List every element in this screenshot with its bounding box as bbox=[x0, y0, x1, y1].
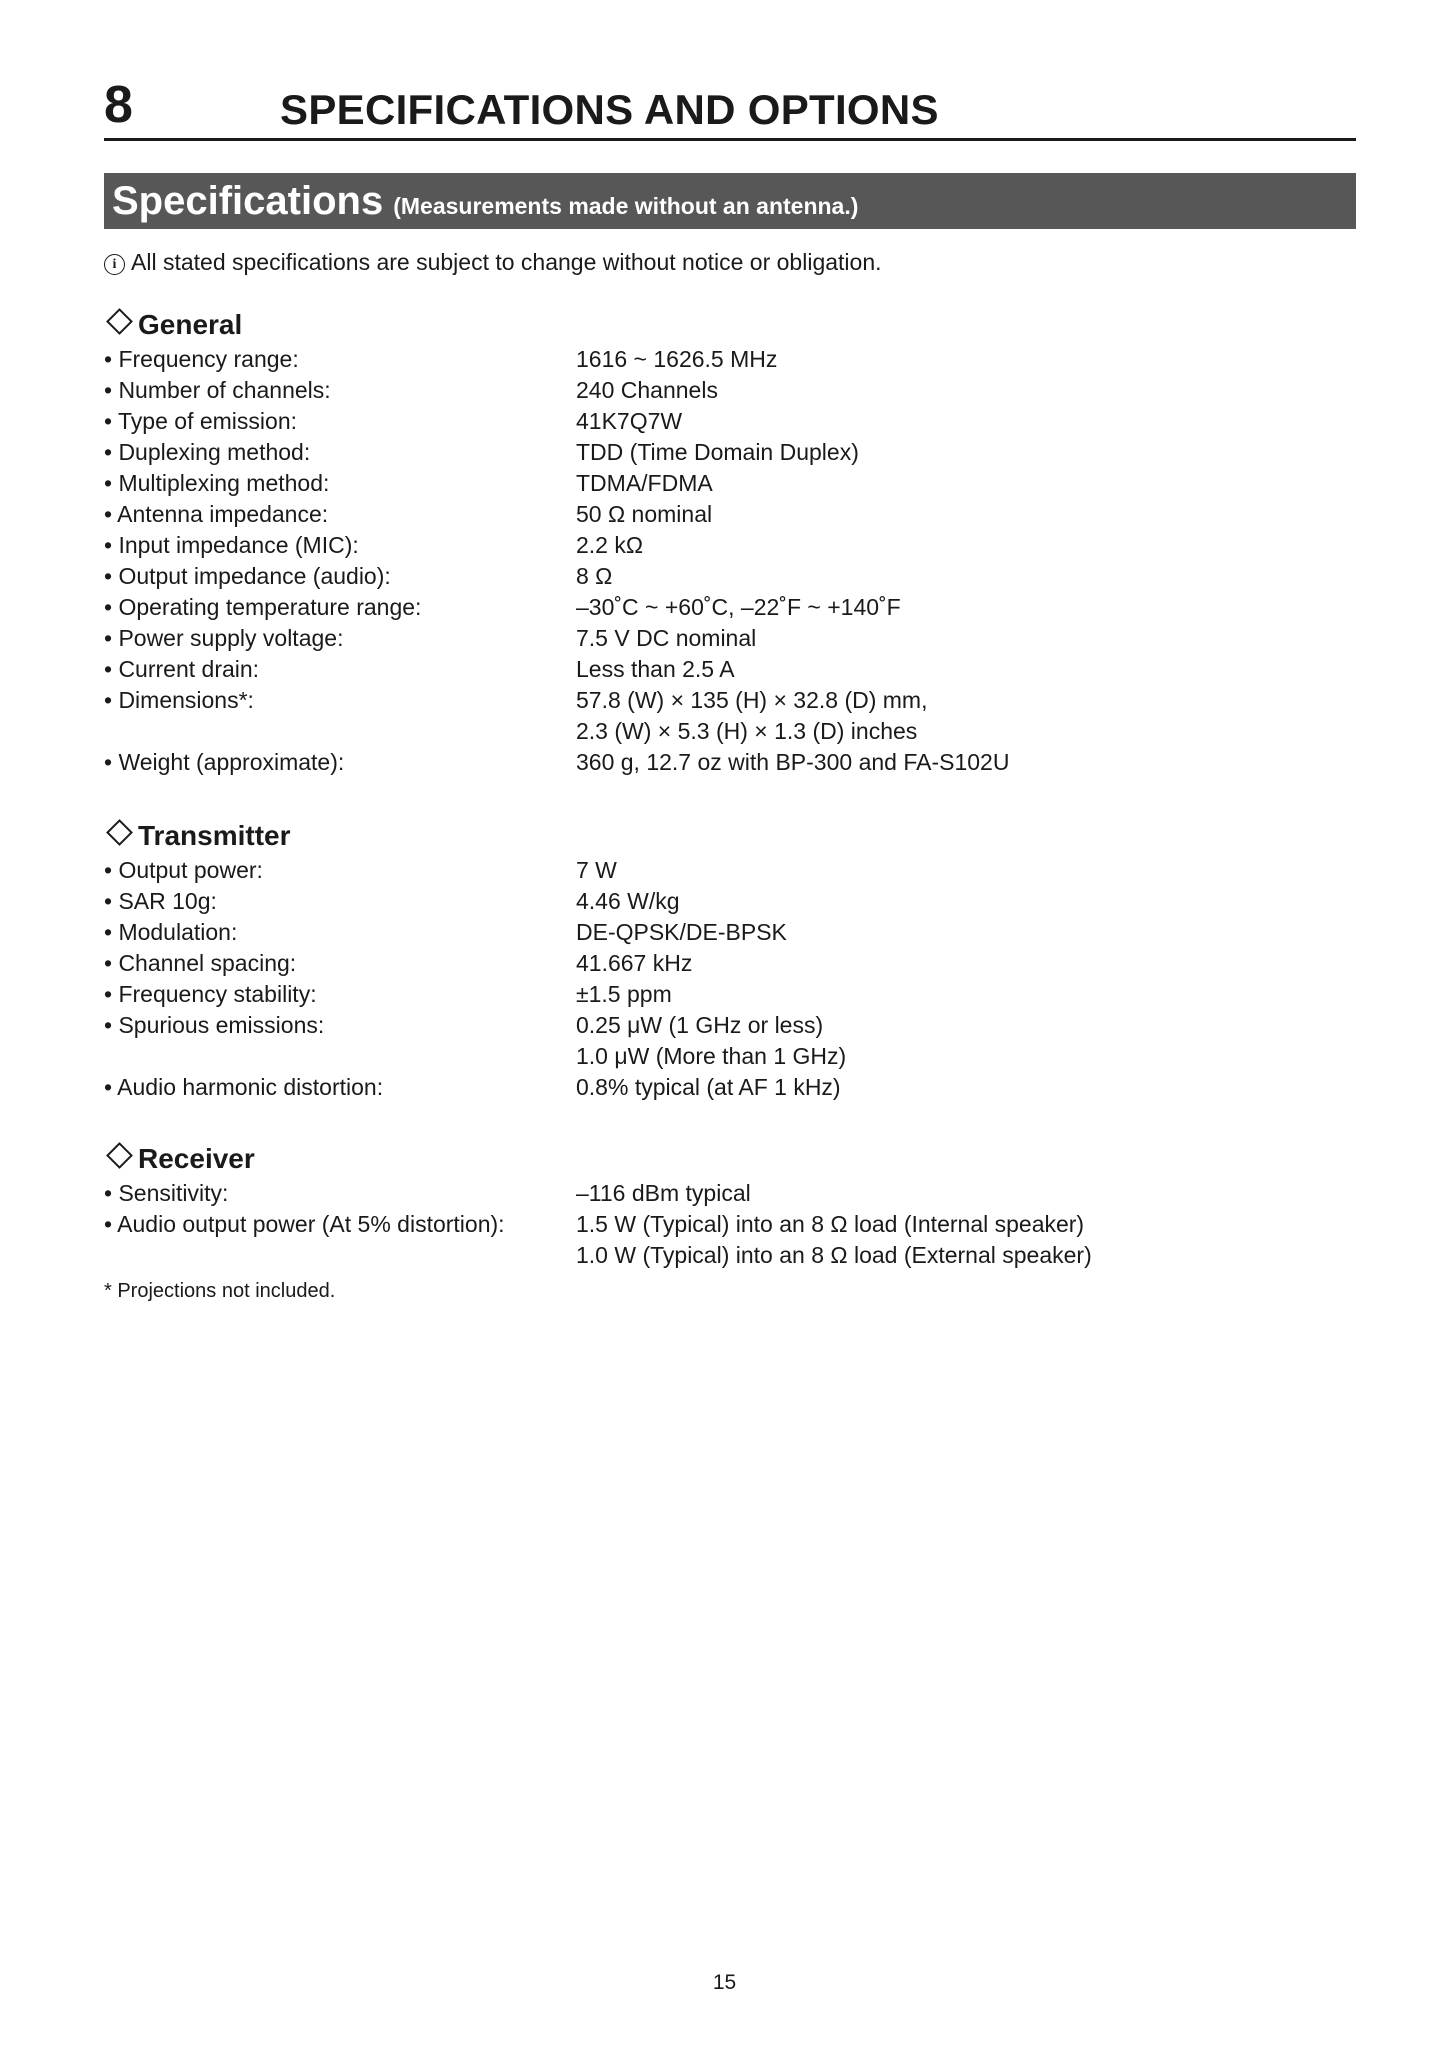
receiver-spec-list bbox=[104, 1178, 1344, 1271]
spec-value-line: TDD (Time Domain Duplex) bbox=[576, 439, 859, 465]
spec-label: • Multiplexing method: bbox=[104, 470, 330, 496]
spec-value-line: 7 W bbox=[576, 857, 617, 883]
spec-value-line: DE-QPSK/DE-BPSK bbox=[576, 919, 787, 945]
spec-label: • Output impedance (audio): bbox=[104, 563, 391, 589]
spec-value-line: 2.3 (W) × 5.3 (H) × 1.3 (D) inches bbox=[576, 718, 918, 744]
transmitter-heading-text: Transmitter bbox=[138, 820, 291, 851]
general-spec-list bbox=[104, 344, 1344, 778]
spec-value-line: ±1.5 ppm bbox=[576, 981, 672, 1007]
spec-value-line: Less than 2.5 A bbox=[576, 656, 735, 682]
spec-row bbox=[104, 979, 1344, 1010]
spec-row bbox=[104, 499, 1344, 530]
spec-row bbox=[104, 561, 1344, 592]
spec-row bbox=[104, 1072, 1344, 1103]
section-bar bbox=[104, 173, 1356, 229]
spec-value bbox=[576, 375, 1344, 406]
spec-label: • Number of channels: bbox=[104, 377, 331, 403]
spec-value bbox=[576, 530, 1344, 561]
spec-row bbox=[104, 747, 1344, 778]
spec-row bbox=[104, 437, 1344, 468]
spec-row bbox=[104, 1178, 1344, 1209]
spec-label: • SAR 10g: bbox=[104, 888, 217, 914]
spec-label: • Frequency stability: bbox=[104, 981, 317, 1007]
spec-row bbox=[104, 468, 1344, 499]
spec-row bbox=[104, 406, 1344, 437]
spec-label: • Power supply voltage: bbox=[104, 625, 344, 651]
spec-value-line: 50 Ω nominal bbox=[576, 501, 713, 527]
spec-row bbox=[104, 623, 1344, 654]
spec-value-line: 240 Channels bbox=[576, 377, 718, 403]
spec-value bbox=[576, 886, 1344, 917]
diamond-icon bbox=[106, 1142, 133, 1169]
spec-row bbox=[104, 855, 1344, 886]
spec-label: • Channel spacing: bbox=[104, 950, 297, 976]
spec-value bbox=[576, 917, 1344, 948]
spec-value bbox=[576, 948, 1344, 979]
spec-row bbox=[104, 1010, 1344, 1072]
footnote: * Projections not included. bbox=[104, 1280, 336, 1302]
spec-value-line: 1.0 W (Typical) into an 8 Ω load (External speaker) bbox=[576, 1242, 1092, 1268]
spec-value bbox=[576, 592, 1344, 623]
spec-value bbox=[576, 1010, 1344, 1072]
spec-row bbox=[104, 654, 1344, 685]
receiver-heading-text: Receiver bbox=[138, 1143, 255, 1174]
chapter-number: 8 bbox=[104, 76, 133, 134]
chapter-title: SPECIFICATIONS AND OPTIONS bbox=[280, 86, 939, 133]
spec-value-line: 41.667 kHz bbox=[576, 950, 693, 976]
receiver-heading bbox=[104, 1141, 255, 1177]
spec-label: • Spurious emissions: bbox=[104, 1012, 325, 1038]
spec-row bbox=[104, 344, 1344, 375]
spec-row bbox=[104, 886, 1344, 917]
spec-value-line: 7.5 V DC nominal bbox=[576, 625, 757, 651]
spec-value-line: TDMA/FDMA bbox=[576, 470, 713, 496]
spec-label: • Operating temperature range: bbox=[104, 594, 422, 620]
spec-value bbox=[576, 561, 1344, 592]
spec-value bbox=[576, 344, 1344, 375]
spec-label: • Weight (approximate): bbox=[104, 749, 345, 775]
spec-value-line: 360 g, 12.7 oz with BP-300 and FA-S102U bbox=[576, 749, 1010, 775]
spec-label: • Modulation: bbox=[104, 919, 238, 945]
spec-value-line: 1.0 μW (More than 1 GHz) bbox=[576, 1043, 847, 1069]
spec-value bbox=[576, 437, 1344, 468]
spec-value-line: 0.25 μW (1 GHz or less) bbox=[576, 1012, 824, 1038]
transmitter-spec-list bbox=[104, 855, 1344, 1103]
section-title: Specifications bbox=[112, 179, 384, 223]
spec-label: • Frequency range: bbox=[104, 346, 299, 372]
spec-label: • Output power: bbox=[104, 857, 263, 883]
spec-row bbox=[104, 917, 1344, 948]
spec-value bbox=[576, 1209, 1344, 1271]
spec-value-line: 0.8% typical (at AF 1 kHz) bbox=[576, 1074, 841, 1100]
spec-label: • Input impedance (MIC): bbox=[104, 532, 359, 558]
spec-value bbox=[576, 979, 1344, 1010]
spec-label: • Audio harmonic distortion: bbox=[104, 1074, 384, 1100]
spec-value-line: 4.46 W/kg bbox=[576, 888, 680, 914]
spec-label: • Current drain: bbox=[104, 656, 260, 682]
spec-label: • Type of emission: bbox=[104, 408, 297, 434]
spec-value bbox=[576, 406, 1344, 437]
transmitter-heading bbox=[104, 818, 291, 854]
spec-value bbox=[576, 1072, 1344, 1103]
spec-value-line: 2.2 kΩ bbox=[576, 532, 644, 558]
general-heading bbox=[104, 307, 242, 343]
spec-label: • Sensitivity: bbox=[104, 1180, 229, 1206]
spec-value bbox=[576, 685, 1344, 747]
spec-value-line: 57.8 (W) × 135 (H) × 32.8 (D) mm, bbox=[576, 687, 928, 713]
spec-value-line: –30˚C ~ +60˚C, –22˚F ~ +140˚F bbox=[576, 594, 901, 620]
spec-value-line: 41K7Q7W bbox=[576, 408, 683, 434]
spec-value-line: 1.5 W (Typical) into an 8 Ω load (Internal speaker) bbox=[576, 1211, 1085, 1237]
spec-value-line: 8 Ω bbox=[576, 563, 613, 589]
spec-value-line: –116 dBm typical bbox=[576, 1180, 751, 1206]
notice-text: All stated specifications are subject to change without notice or obligation. bbox=[131, 249, 882, 275]
diamond-icon bbox=[106, 819, 133, 846]
spec-value bbox=[576, 747, 1344, 778]
spec-row bbox=[104, 1209, 1344, 1271]
spec-value bbox=[576, 1178, 1344, 1209]
notice bbox=[104, 246, 882, 278]
section-note: (Measurements made without an antenna.) bbox=[393, 193, 859, 219]
spec-row bbox=[104, 375, 1344, 406]
spec-label: • Duplexing method: bbox=[104, 439, 311, 465]
spec-label: • Dimensions*: bbox=[104, 687, 254, 713]
spec-value bbox=[576, 499, 1344, 530]
spec-row bbox=[104, 530, 1344, 561]
spec-value bbox=[576, 468, 1344, 499]
chapter-header bbox=[104, 72, 1356, 141]
spec-row bbox=[104, 948, 1344, 979]
page-number: 15 bbox=[712, 1971, 737, 1994]
general-heading-text: General bbox=[138, 309, 243, 340]
spec-value bbox=[576, 623, 1344, 654]
spec-label: • Audio output power (At 5% distortion): bbox=[104, 1211, 505, 1237]
spec-label: • Antenna impedance: bbox=[104, 501, 329, 527]
diamond-icon bbox=[106, 308, 133, 335]
spec-value bbox=[576, 654, 1344, 685]
spec-value bbox=[576, 855, 1344, 886]
spec-value-line: 1616 ~ 1626.5 MHz bbox=[576, 346, 778, 372]
spec-row bbox=[104, 592, 1344, 623]
spec-row bbox=[104, 685, 1344, 747]
info-icon: i bbox=[104, 254, 125, 275]
